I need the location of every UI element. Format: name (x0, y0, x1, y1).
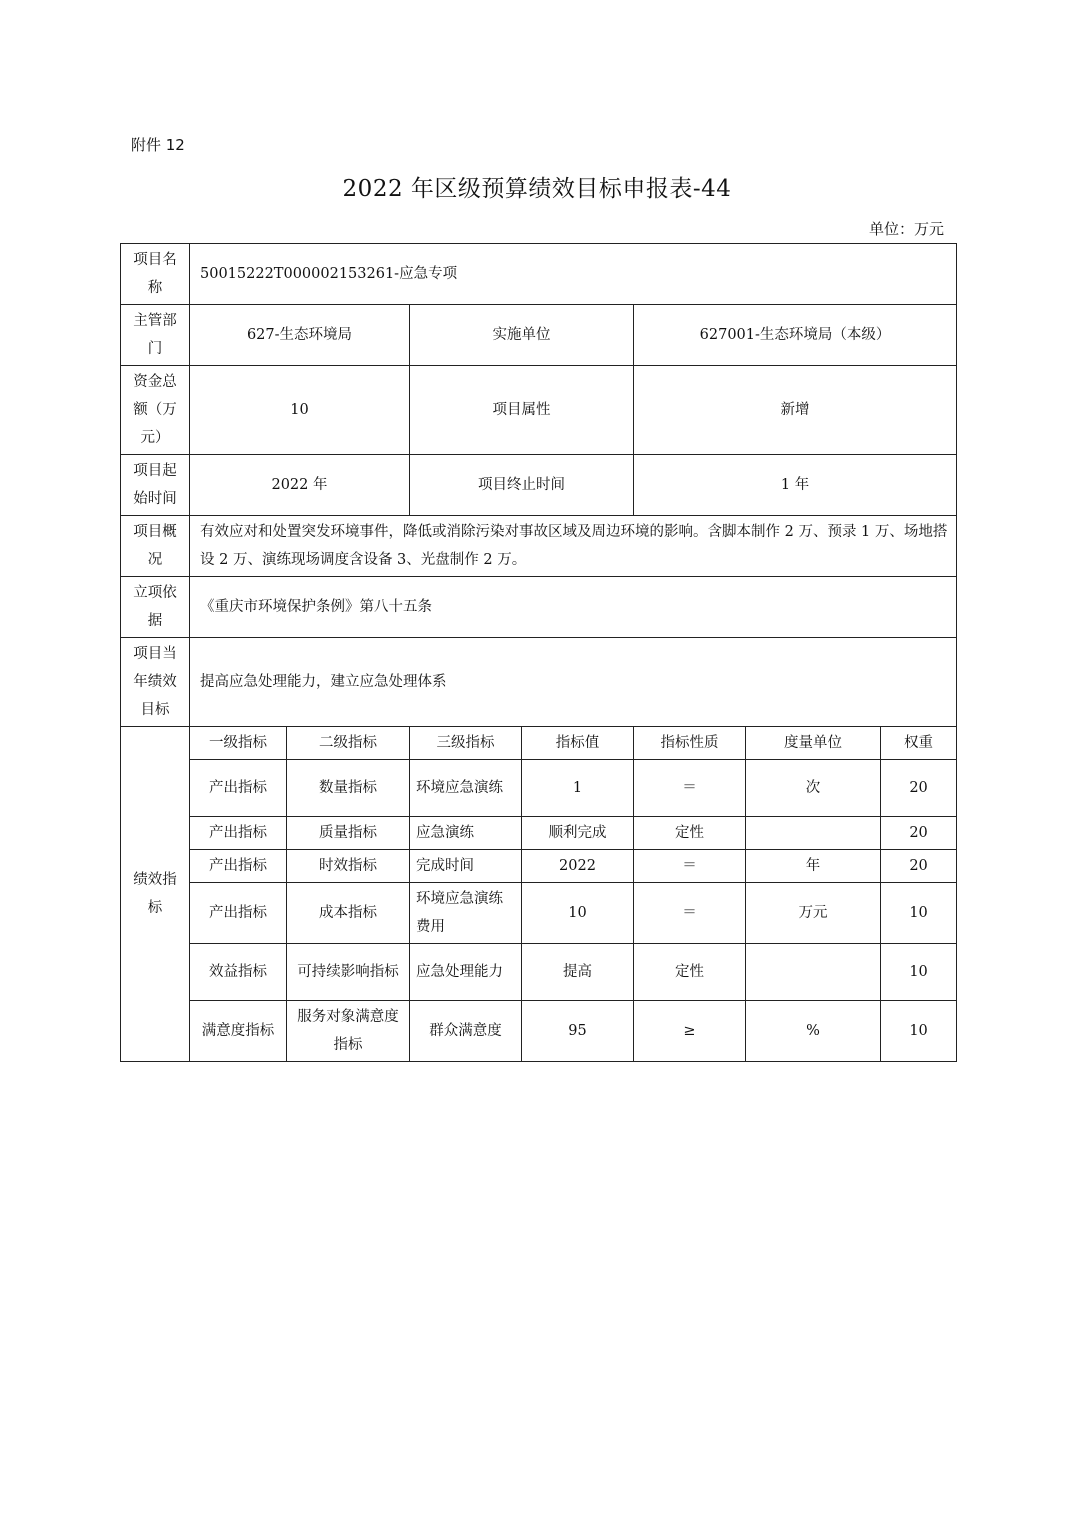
goal-value: 提高应急处理能力，建立应急处理体系 (190, 638, 957, 727)
table-row (121, 1001, 957, 1062)
value-cell: 提高 (522, 944, 634, 1001)
funds-label: 资金总额（万元） (121, 366, 190, 455)
level1-cell: 产出指标 (190, 850, 287, 883)
value-cell: 95 (522, 1001, 634, 1062)
project-name-label: 项目名称 (121, 244, 190, 305)
start-time-label: 项目起始时间 (121, 455, 190, 516)
level3-cell: 应急演练 (410, 817, 522, 850)
nature-cell: ＝ (634, 760, 746, 817)
header-level1: 一级指标 (190, 727, 287, 760)
value-cell: 1 (522, 760, 634, 817)
value-cell: 顺利完成 (522, 817, 634, 850)
header-nature: 指标性质 (634, 727, 746, 760)
level2-cell: 数量指标 (287, 760, 410, 817)
project-attr-label: 项目属性 (410, 366, 634, 455)
header-level2: 二级指标 (287, 727, 410, 760)
row-period (121, 455, 957, 516)
start-time-value: 2022 年 (190, 455, 410, 516)
level2-cell: 质量指标 (287, 817, 410, 850)
header-level3: 三级指标 (410, 727, 522, 760)
overview-label: 项目概况 (121, 516, 190, 577)
level2-cell: 时效指标 (287, 850, 410, 883)
unit-cell (746, 944, 881, 1001)
nature-cell: ＝ (634, 883, 746, 944)
row-funds (121, 366, 957, 455)
header-weight: 权重 (881, 727, 957, 760)
weight-cell: 20 (881, 760, 957, 817)
header-value: 指标值 (522, 727, 634, 760)
unit-cell: 次 (746, 760, 881, 817)
row-overview (121, 516, 957, 577)
impl-unit-value: 627001-生态环境局（本级） (634, 305, 957, 366)
row-department (121, 305, 957, 366)
budget-performance-table (120, 243, 957, 1062)
nature-cell: ≥ (634, 1001, 746, 1062)
basis-label: 立项依据 (121, 577, 190, 638)
nature-cell: 定性 (634, 817, 746, 850)
header-unit: 度量单位 (746, 727, 881, 760)
page-title: 2022 年区级预算绩效目标申报表-44 (342, 176, 732, 202)
level1-cell: 产出指标 (190, 760, 287, 817)
level2-cell: 可持续影响指标 (287, 944, 410, 1001)
table-row (121, 817, 957, 850)
level1-cell: 满意度指标 (190, 1001, 287, 1062)
end-time-label: 项目终止时间 (410, 455, 634, 516)
table-row (121, 883, 957, 944)
table-row (121, 944, 957, 1001)
level1-cell: 效益指标 (190, 944, 287, 1001)
department-value: 627-生态环境局 (190, 305, 410, 366)
level3-cell: 应急处理能力 (410, 944, 522, 1001)
unit-cell: 年 (746, 850, 881, 883)
department-label: 主管部门 (121, 305, 190, 366)
weight-cell: 10 (881, 1001, 957, 1062)
row-basis (121, 577, 957, 638)
level1-cell: 产出指标 (190, 883, 287, 944)
unit-cell: % (746, 1001, 881, 1062)
attachment-label: 附件 12 (131, 136, 185, 154)
project-attr-value: 新增 (634, 366, 957, 455)
indicators-label: 绩效指标 (121, 727, 190, 1062)
unit-label: 单位：万元 (868, 220, 944, 238)
level2-cell: 成本指标 (287, 883, 410, 944)
level3-cell: 完成时间 (410, 850, 522, 883)
level1-cell: 产出指标 (190, 817, 287, 850)
overview-value: 有效应对和处置突发环境事件，降低或消除污染对事故区域及周边环境的影响。含脚本制作 2 万、预录 1 万、场地搭设 2 万、演练现场调度含设备 3、光盘制作 2 万。 (190, 516, 957, 577)
level3-cell: 环境应急演练 (410, 760, 522, 817)
value-cell: 2022 (522, 850, 634, 883)
row-project-name (121, 244, 957, 305)
level3-cell: 群众满意度 (410, 1001, 522, 1062)
end-time-value: 1 年 (634, 455, 957, 516)
weight-cell: 10 (881, 883, 957, 944)
unit-cell: 万元 (746, 883, 881, 944)
level2-cell: 服务对象满意度指标 (287, 1001, 410, 1062)
unit-cell (746, 817, 881, 850)
table-row (121, 760, 957, 817)
goal-label: 项目当年绩效目标 (121, 638, 190, 727)
row-goal (121, 638, 957, 727)
impl-unit-label: 实施单位 (410, 305, 634, 366)
funds-value: 10 (190, 366, 410, 455)
basis-value: 《重庆市环境保护条例》第八十五条 (190, 577, 957, 638)
value-cell: 10 (522, 883, 634, 944)
weight-cell: 10 (881, 944, 957, 1001)
weight-cell: 20 (881, 817, 957, 850)
indicator-header-row (121, 727, 957, 760)
nature-cell: ＝ (634, 850, 746, 883)
project-name-value: 50015222T000002153261-应急专项 (190, 244, 957, 305)
table-row (121, 850, 957, 883)
level3-cell: 环境应急演练费用 (410, 883, 522, 944)
weight-cell: 20 (881, 850, 957, 883)
nature-cell: 定性 (634, 944, 746, 1001)
